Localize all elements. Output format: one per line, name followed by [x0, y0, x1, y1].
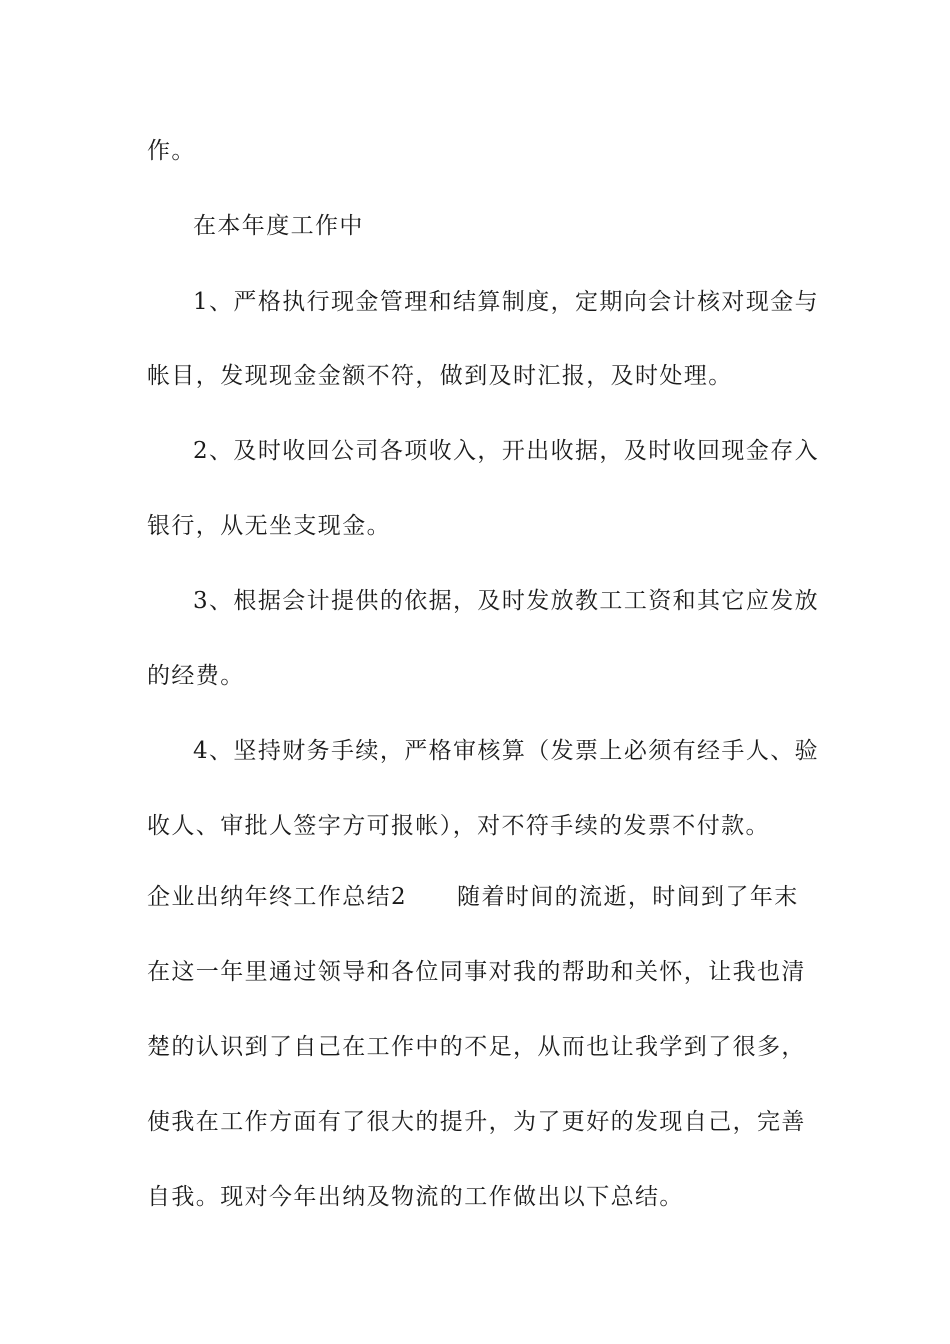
paragraph-line: 3、根据会计提供的依据，及时发放教工工资和其它应发放	[193, 588, 820, 614]
paragraph-line: 使我在工作方面有了很大的提升，为了更好的发现自己，完善	[147, 1109, 806, 1135]
paragraph-line: 收人、审批人签字方可报帐），对不符手续的发票不付款。	[147, 813, 770, 839]
paragraph-line: 2、及时收回公司各项收入，开出收据，及时收回现金存入	[193, 438, 820, 464]
paragraph-line: 自我。现对今年出纳及物流的工作做出以下总结。	[147, 1184, 684, 1210]
paragraph-line: 在本年度工作中	[193, 213, 364, 239]
section-heading-line	[147, 882, 807, 912]
paragraph-line: 1、严格执行现金管理和结算制度，定期向会计核对现金与	[193, 289, 820, 315]
paragraph-line: 作。	[147, 138, 196, 164]
paragraph-line: 在这一年里通过领导和各位同事对我的帮助和关怀，让我也清	[147, 959, 806, 985]
section-title: 企业出纳年终工作总结2	[147, 884, 408, 910]
paragraph-line: 4、坚持财务手续，严格审核算（发票上必须有经手人、验	[193, 738, 820, 764]
paragraph-line: 帐目，发现现金金额不符，做到及时汇报，及时处理。	[147, 363, 733, 389]
paragraph-line: 的经费。	[147, 663, 245, 689]
paragraph-line: 银行，从无坐支现金。	[147, 513, 391, 539]
paragraph-line: 楚的认识到了自己在工作中的不足，从而也让我学到了很多，	[147, 1034, 806, 1060]
section-first-line: 随着时间的流逝，时间到了年末	[457, 884, 799, 910]
